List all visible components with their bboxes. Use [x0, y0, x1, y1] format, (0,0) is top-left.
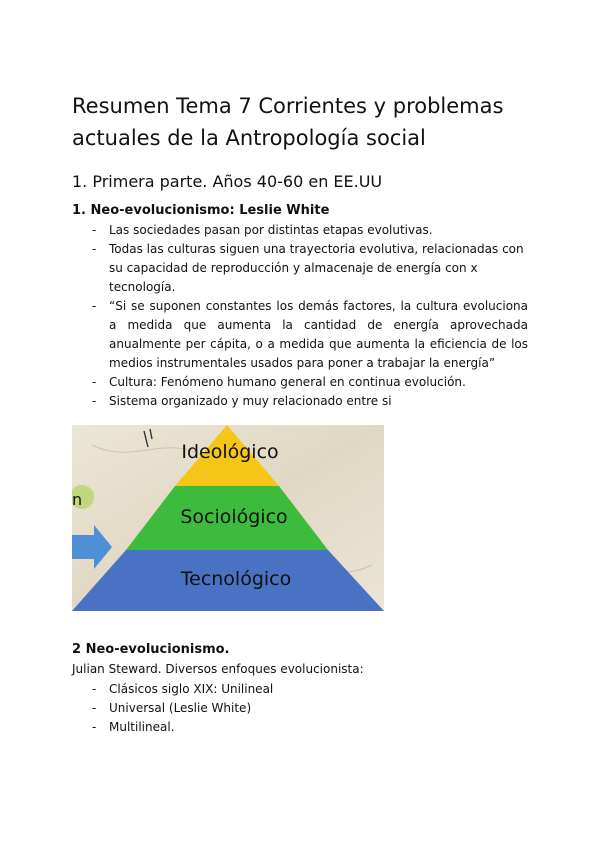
section2-list	[72, 680, 528, 737]
list-item: - Cultura: Fenómeno humano general en continua evolución.	[72, 373, 528, 392]
list-item: - Sistema organizado y muy relacionado entre si	[72, 392, 528, 411]
list-item: - “Si se suponen constantes los demás factores, la cultura evoluciona a medida que aumenta la cantidad de energía aprovechada anualmente per cápita, o a medida que aumenta la eficiencia de los medios instrumentales usados para poner a trabajar la energía”	[72, 297, 528, 373]
list-item: - Clásicos siglo XIX: Unilineal	[72, 680, 528, 699]
pyramid-label-sociologico: Sociológico	[180, 506, 288, 528]
section1-list	[72, 221, 528, 411]
side-letter: n	[72, 490, 83, 509]
pyramid-label-tecnologico: Tecnológico	[180, 568, 292, 590]
section1-heading: 1. Neo-evolucionismo: Leslie White	[72, 203, 330, 218]
document-title: Resumen Tema 7 Corrientes y problemas actuales de la Antropología social	[72, 94, 504, 150]
section2-intro: Julian Steward. Diversos enfoques evolucionista:	[72, 662, 364, 676]
pyramid-label-ideologico: Ideológico	[181, 441, 279, 463]
list-item: - Universal (Leslie White)	[72, 699, 528, 718]
list-item: - Multilineal.	[72, 718, 528, 737]
list-item: - Las sociedades pasan por distintas etapas evolutivas.	[72, 221, 528, 240]
list-item: - Todas las culturas siguen una trayectoria evolutiva, relacionadas con su capacidad de reproducción y almacenaje de energía con x tecnología.	[72, 240, 528, 297]
pyramid-diagram	[72, 425, 384, 611]
part1-heading: 1. Primera parte. Años 40-60 en EE.UU	[72, 172, 383, 191]
section2-heading: 2 Neo-evolucionismo.	[72, 642, 230, 657]
pyramid-svg	[72, 425, 384, 611]
